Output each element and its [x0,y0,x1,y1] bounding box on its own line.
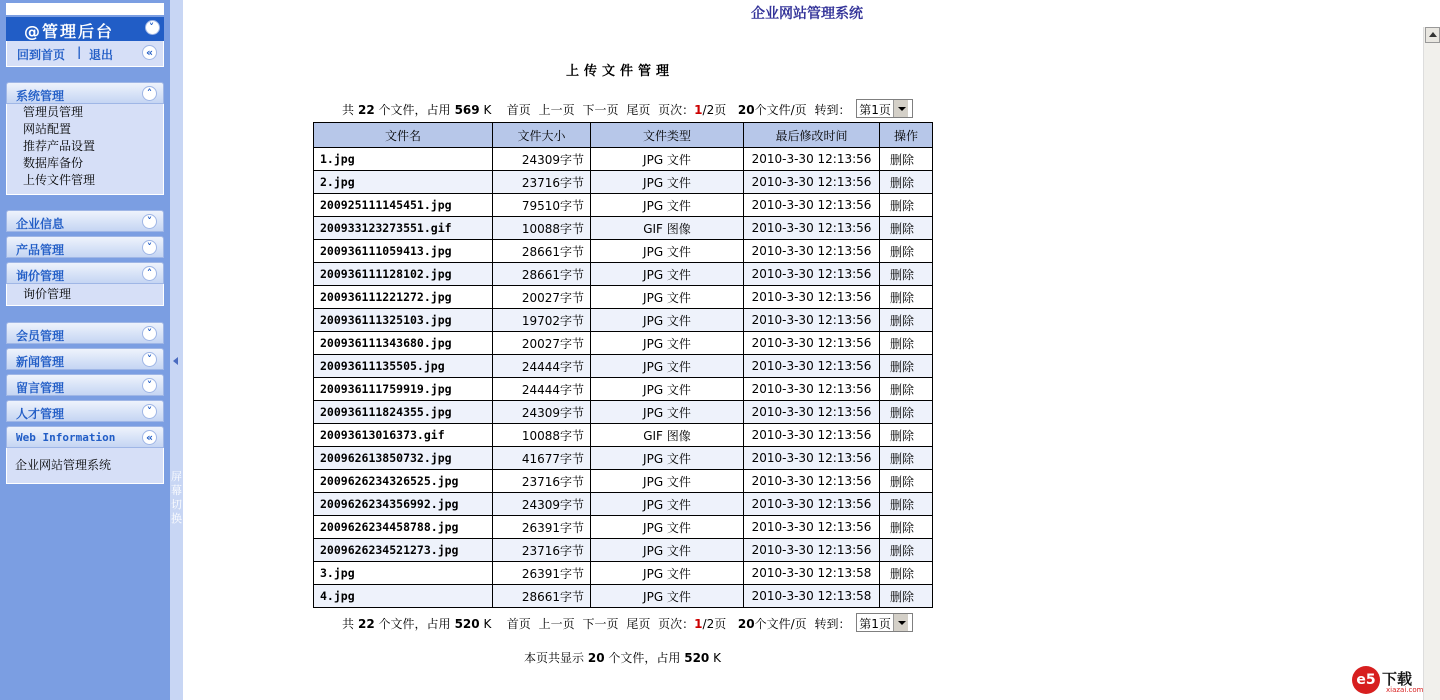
file-type-cell: GIF 图像 [591,217,744,240]
modified-time-cell: 2010-3-30 12:13:56 [744,539,880,562]
file-type-cell: JPG 文件 [591,378,744,401]
panel-body-inquiry [6,284,164,306]
file-name-cell: 2009626234356992.jpg [314,493,493,516]
vertical-scrollbar[interactable] [1423,27,1440,700]
watermark-logo [1352,666,1430,696]
panel-title: 产品管理 [16,243,65,257]
chevron-down-icon[interactable]: ˅ [142,352,157,367]
delete-link[interactable]: 删除 [880,355,933,378]
panel-body-web-info [6,448,164,484]
panel-title: 系统管理 [16,89,65,103]
file-size-cell: 10088字节 [493,217,591,240]
page-title: 上传文件管理 [566,64,675,79]
chevron-down-icon[interactable]: ˅ [142,214,157,229]
pager-files-used: 个文件，占用 [378,103,451,117]
summary-prefix: 本页共显示 [524,651,585,665]
panel-header-company[interactable] [6,210,164,232]
file-name-cell: 200936111343680.jpg [314,332,493,355]
modified-time-cell: 2010-3-30 12:13:56 [744,447,880,470]
total-size: 569 [454,103,480,117]
file-name-cell: 200936111221272.jpg [314,286,493,309]
modified-time-cell: 2010-3-30 12:13:56 [744,332,880,355]
modified-time-cell: 2010-3-30 12:13:56 [744,217,880,240]
table-row [314,470,933,493]
modified-time-cell: 2010-3-30 12:13:56 [744,263,880,286]
panel-title: 会员管理 [16,329,65,343]
file-type-cell: JPG 文件 [591,562,744,585]
sidebar-item-upload-files[interactable]: 上传文件管理 [23,173,96,187]
sidebar [0,0,170,700]
file-name-cell: 200962613850732.jpg [314,447,493,470]
table-row [314,217,933,240]
file-name-cell: 200936111824355.jpg [314,401,493,424]
chevron-down-icon[interactable]: ˅ [142,378,157,393]
delete-link[interactable]: 删除 [880,493,933,516]
sidebar-item-db-backup[interactable]: 数据库备份 [23,156,84,170]
modified-time-cell: 2010-3-30 12:13:56 [744,355,880,378]
collapse-icon[interactable]: « [142,430,157,445]
file-type-cell: JPG 文件 [591,148,744,171]
file-size-cell: 24309字节 [493,401,591,424]
file-size-cell: 23716字节 [493,539,591,562]
file-size-cell: 19702字节 [493,309,591,332]
sidebar-top-strip [6,3,164,15]
file-name-cell: 3.jpg [314,562,493,585]
logout-link[interactable]: 退出 [89,48,114,62]
panel-title: 人才管理 [16,407,65,421]
main-content [183,0,1423,700]
table-row [314,539,933,562]
col-header-modified: 最后修改时间 [744,123,880,148]
chevron-down-icon[interactable]: ˅ [142,240,157,255]
e5-logo: e5 [1352,666,1380,694]
summary-files-used: 个文件，占用 [608,651,681,665]
modified-time-cell: 2010-3-30 12:13:56 [744,194,880,217]
file-type-cell: JPG 文件 [591,447,744,470]
per-page-label: 个文件/页 [754,103,807,117]
page-total: /2页 [702,103,727,117]
file-type-cell: JPG 文件 [591,194,744,217]
current-page: 1 [694,103,703,117]
page-select[interactable] [856,99,913,118]
delete-link[interactable]: 删除 [880,516,933,539]
panel-title: Web Information [16,431,116,444]
delete-link[interactable]: 删除 [880,286,933,309]
file-name-cell: 4.jpg [314,585,493,608]
prev-page-link[interactable]: 上一页 [538,103,575,117]
chevron-up-icon[interactable]: ˄ [142,86,157,101]
file-type-cell: JPG 文件 [591,309,744,332]
file-type-cell: JPG 文件 [591,516,744,539]
collapse-icon[interactable]: « [142,45,157,60]
delete-link[interactable]: 删除 [880,424,933,447]
chevron-down-icon[interactable]: ˅ [142,326,157,341]
file-name-cell: 1.jpg [314,148,493,171]
file-name-cell: 2.jpg [314,171,493,194]
size-unit: K [483,103,492,117]
scroll-up-icon[interactable] [1425,27,1440,43]
table-row [314,240,933,263]
file-count: 22 [358,617,375,631]
file-name-cell: 200925111145451.jpg [314,194,493,217]
modified-time-cell: 2010-3-30 12:13:56 [744,424,880,447]
per-page-num: 20 [737,103,755,117]
link-separator: | [77,45,82,59]
modified-time-cell: 2010-3-30 12:13:56 [744,148,880,171]
first-page-link[interactable]: 首页 [506,617,531,631]
file-name-cell: 2009626234326525.jpg [314,470,493,493]
size-unit: K [483,617,492,631]
screen-switch-bar[interactable] [170,0,183,700]
per-page-label: 个文件/页 [754,617,807,631]
page-select-value: 第1页 [859,103,891,117]
delete-link[interactable]: 删除 [880,447,933,470]
chevron-down-icon[interactable]: ˅ [145,20,160,35]
screen-switch-label: 屏幕切换 [171,470,182,525]
files-table [313,122,933,608]
table-row [314,447,933,470]
delete-link[interactable]: 删除 [880,585,933,608]
modified-time-cell: 2010-3-30 12:13:58 [744,585,880,608]
page-label: 页次： [658,103,695,117]
page-select-value: 第1页 [859,617,891,631]
prev-page-link[interactable]: 上一页 [538,617,575,631]
page-summary [524,649,721,666]
file-size-cell: 28661字节 [493,263,591,286]
col-header-action: 操作 [880,123,933,148]
last-page-link[interactable]: 尾页 [626,617,651,631]
file-size-cell: 24309字节 [493,148,591,171]
delete-link[interactable]: 删除 [880,539,933,562]
modified-time-cell: 2010-3-30 12:13:56 [744,470,880,493]
first-page-link[interactable]: 首页 [506,103,531,117]
summary-size: 520 [684,651,710,665]
panel-header-web-info[interactable] [6,426,164,448]
panel-body-system [6,104,164,195]
pager-prefix: 共 [342,103,355,117]
sidebar-item-admin[interactable]: 管理员管理 [23,105,84,119]
file-size-cell: 24309字节 [493,493,591,516]
file-size-cell: 28661字节 [493,240,591,263]
table-row [314,401,933,424]
file-type-cell: JPG 文件 [591,401,744,424]
table-row [314,148,933,171]
file-type-cell: JPG 文件 [591,240,744,263]
file-size-cell: 26391字节 [493,516,591,539]
file-size-cell: 41677字节 [493,447,591,470]
table-row [314,562,933,585]
page-total: /2页 [702,617,727,631]
table-row [314,286,933,309]
current-page: 1 [694,617,703,631]
top-links [6,41,164,67]
modified-time-cell: 2010-3-30 12:13:56 [744,516,880,539]
file-size-cell: 24444字节 [493,355,591,378]
file-type-cell: JPG 文件 [591,263,744,286]
table-body [314,148,933,608]
delete-link[interactable]: 删除 [880,171,933,194]
file-name-cell: 20093611135505.jpg [314,355,493,378]
table-header-row [314,123,933,148]
modified-time-cell: 2010-3-30 12:13:56 [744,171,880,194]
file-size-cell: 23716字节 [493,171,591,194]
chevron-down-icon[interactable]: ˅ [142,404,157,419]
modified-time-cell: 2010-3-30 12:13:56 [744,401,880,424]
watermark-domain: xiazai.com [1386,686,1424,694]
panel-title: 询价管理 [16,269,65,283]
file-type-cell: JPG 文件 [591,286,744,309]
modified-time-cell: 2010-3-30 12:13:56 [744,493,880,516]
file-name-cell: 2009626234521273.jpg [314,539,493,562]
file-type-cell: GIF 图像 [591,424,744,447]
modified-time-cell: 2010-3-30 12:13:56 [744,286,880,309]
file-name-cell: 200936111759919.jpg [314,378,493,401]
panel-header-news[interactable] [6,348,164,370]
next-page-link[interactable]: 下一页 [582,103,619,117]
table-row [314,424,933,447]
pager-prefix: 共 [342,617,355,631]
delete-link[interactable]: 删除 [880,240,933,263]
page-select[interactable] [856,613,913,632]
modified-time-cell: 2010-3-30 12:13:58 [744,562,880,585]
sidebar-item-inquiry[interactable]: 询价管理 [23,287,72,301]
col-header-name: 文件名 [314,123,493,148]
delete-link[interactable]: 删除 [880,148,933,171]
modified-time-cell: 2010-3-30 12:13:56 [744,309,880,332]
last-page-link[interactable]: 尾页 [626,103,651,117]
delete-link[interactable]: 删除 [880,401,933,424]
table-row [314,263,933,286]
delete-link[interactable]: 删除 [880,562,933,585]
pager-top [342,101,917,121]
chevron-left-icon[interactable] [173,357,178,365]
goto-label: 转到： [814,617,851,631]
table-row [314,585,933,608]
admin-logo-text: @管理后台 [24,22,115,41]
file-size-cell: 20027字节 [493,286,591,309]
table-row [314,332,933,355]
page-label: 页次： [658,617,695,631]
goto-label: 转到： [814,103,851,117]
watermark-text: 下载 [1382,670,1413,688]
file-name-cell: 200936111059413.jpg [314,240,493,263]
file-size-cell: 23716字节 [493,470,591,493]
file-size-cell: 26391字节 [493,562,591,585]
web-info-text: 企业网站管理系统 [15,458,112,472]
delete-link[interactable]: 删除 [880,194,933,217]
delete-link[interactable]: 删除 [880,378,933,401]
file-type-cell: JPG 文件 [591,585,744,608]
file-size-cell: 79510字节 [493,194,591,217]
modified-time-cell: 2010-3-30 12:13:56 [744,378,880,401]
file-type-cell: JPG 文件 [591,171,744,194]
table-row [314,171,933,194]
file-type-cell: JPG 文件 [591,470,744,493]
panel-title: 新闻管理 [16,355,65,369]
total-size: 520 [454,617,480,631]
delete-link[interactable]: 删除 [880,470,933,493]
file-name-cell: 2009626234458788.jpg [314,516,493,539]
file-size-cell: 28661字节 [493,585,591,608]
table-row [314,516,933,539]
table-row [314,493,933,516]
panel-header-system[interactable] [6,82,164,104]
panel-header-members[interactable] [6,322,164,344]
file-name-cell: 200936111325103.jpg [314,309,493,332]
table-row [314,378,933,401]
file-type-cell: JPG 文件 [591,332,744,355]
file-size-cell: 10088字节 [493,424,591,447]
chevron-up-icon[interactable]: ˄ [142,266,157,281]
next-page-link[interactable]: 下一页 [582,617,619,631]
summary-count: 20 [587,651,605,665]
file-size-cell: 24444字节 [493,378,591,401]
panel-header-products[interactable] [6,236,164,258]
home-link[interactable]: 回到首页 [17,48,66,62]
panel-header-inquiry[interactable] [6,262,164,284]
panel-title: 留言管理 [16,381,65,395]
file-type-cell: JPG 文件 [591,539,744,562]
table-row [314,355,933,378]
table-row [314,194,933,217]
table-row [314,309,933,332]
summary-unit: K [713,651,721,665]
panel-title: 企业信息 [16,217,65,231]
pager-bottom [342,615,917,635]
dropdown-arrow-icon[interactable] [893,614,908,631]
system-title: 企业网站管理系统 [751,6,863,22]
col-header-size: 文件大小 [493,123,591,148]
file-type-cell: JPG 文件 [591,355,744,378]
delete-link[interactable]: 删除 [880,309,933,332]
file-name-cell: 200933123273551.gif [314,217,493,240]
file-size-cell: 20027字节 [493,332,591,355]
dropdown-arrow-icon[interactable] [893,100,908,117]
sidebar-item-recommend[interactable]: 推荐产品设置 [23,139,96,153]
file-name-cell: 20093613016373.gif [314,424,493,447]
pager-files-used: 个文件，占用 [378,617,451,631]
admin-logo [6,17,164,41]
file-name-cell: 200936111128102.jpg [314,263,493,286]
per-page-num: 20 [737,617,755,631]
modified-time-cell: 2010-3-30 12:13:56 [744,240,880,263]
panel-header-messages[interactable] [6,374,164,396]
sidebar-item-site-config[interactable]: 网站配置 [23,122,72,136]
delete-link[interactable]: 删除 [880,332,933,355]
delete-link[interactable]: 删除 [880,263,933,286]
file-count: 22 [358,103,375,117]
panel-header-talent[interactable] [6,400,164,422]
file-type-cell: JPG 文件 [591,493,744,516]
delete-link[interactable]: 删除 [880,217,933,240]
col-header-type: 文件类型 [591,123,744,148]
